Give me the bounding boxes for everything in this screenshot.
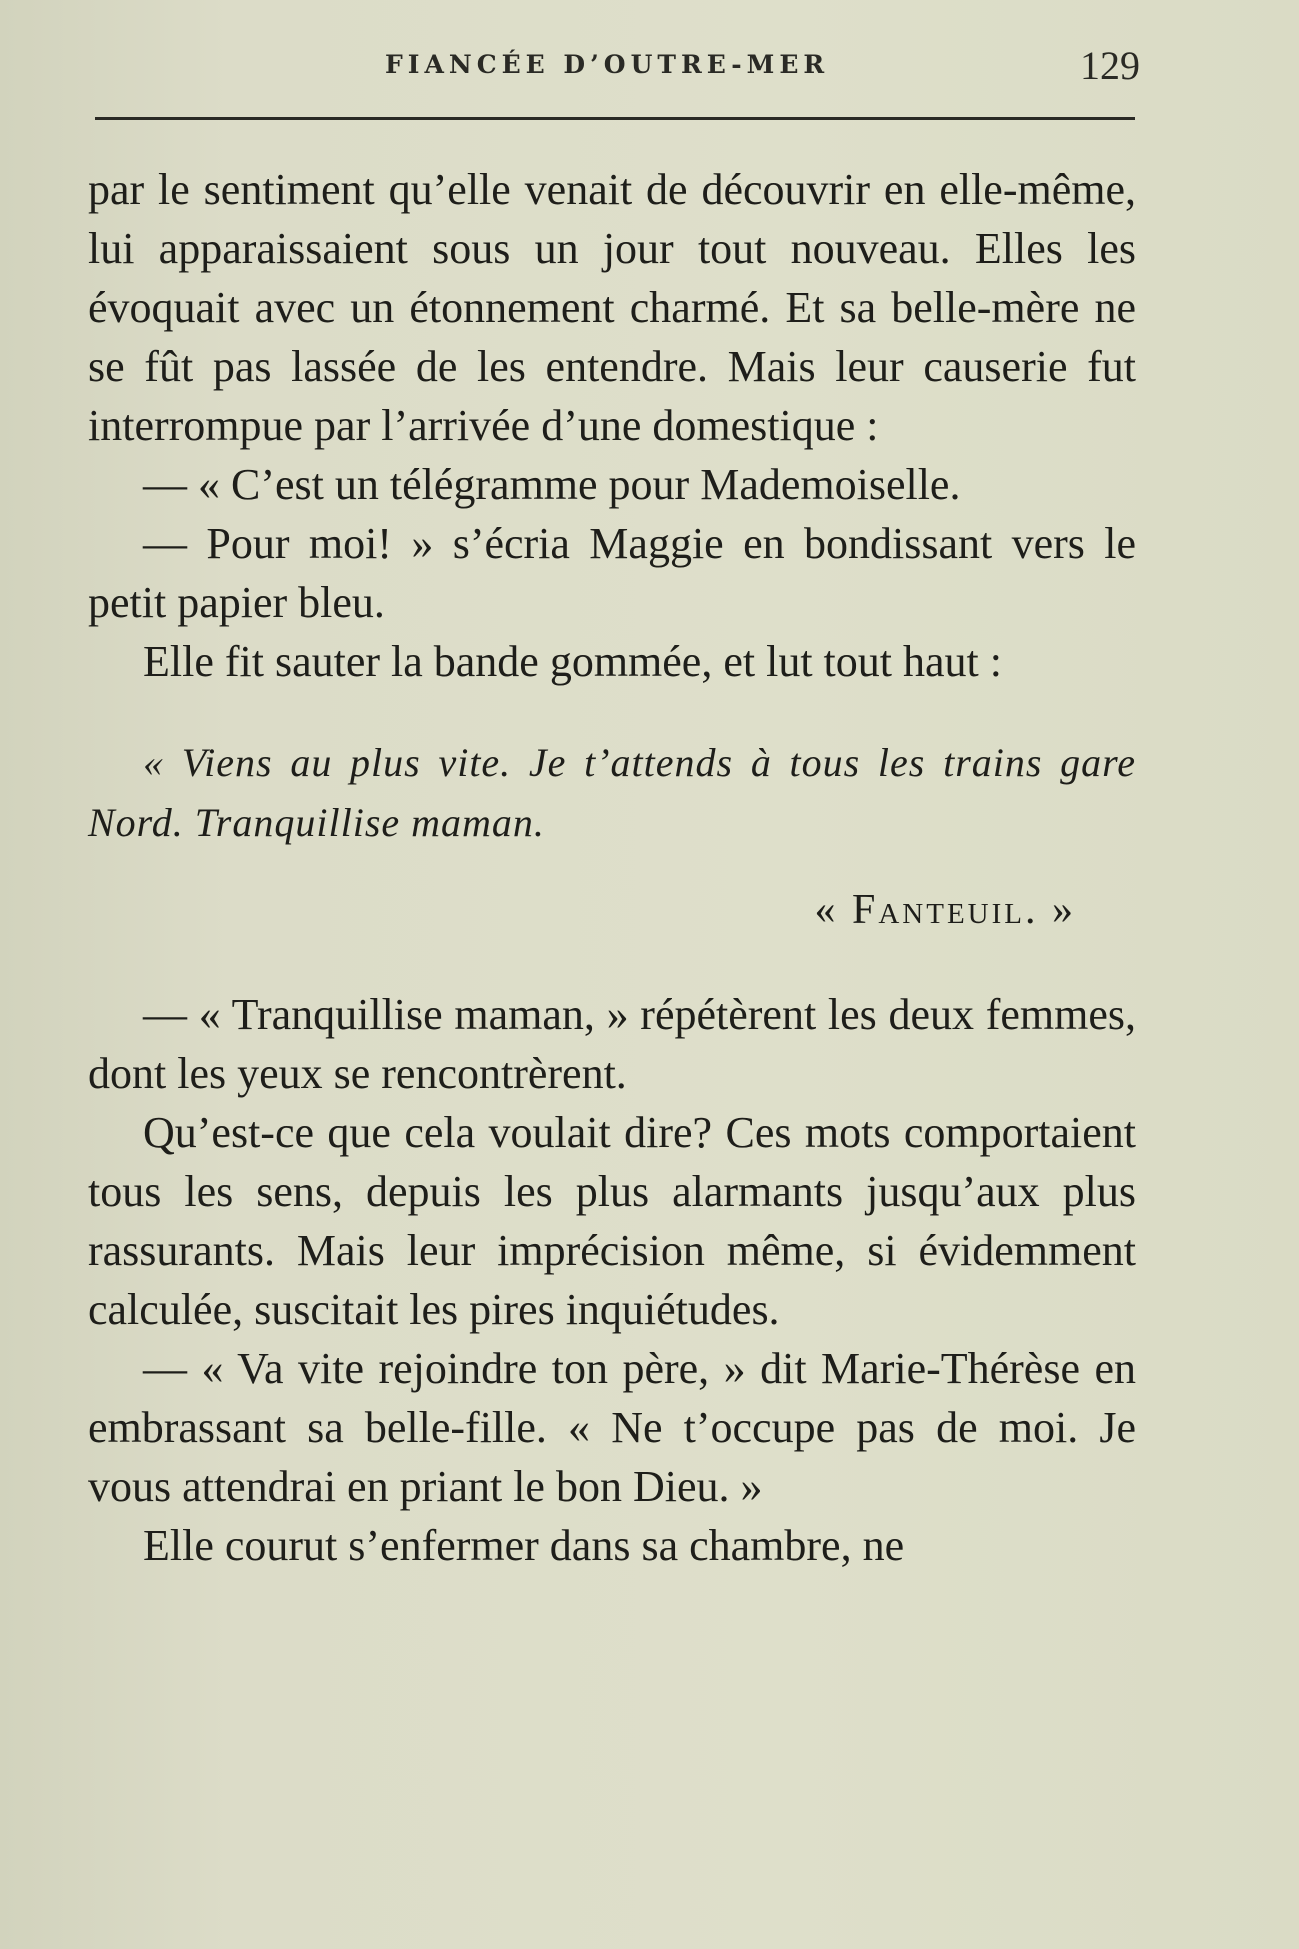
telegram-signature: « Fanteuil. » xyxy=(814,887,1076,933)
header-rule xyxy=(95,117,1135,120)
paragraph: Qu’est-ce que cela voulait dire? Ces mots comportaient tous les sens, depuis les plus alarmants jusqu’aux plus rassurants. Mais leur imprécision même, si évidemment calculée, suscitait les pires inquiétudes. xyxy=(88,1108,1136,1334)
body-text xyxy=(88,160,1136,1575)
page-header xyxy=(95,36,1140,96)
telegram-text: « Viens au plus vite. Je t’attends à tous les trains gare Nord. Tranquillise maman. xyxy=(88,740,1136,845)
paragraph: Elle courut s’enfermer dans sa chambre, ne xyxy=(143,1521,905,1570)
page-number: 129 xyxy=(1080,43,1140,88)
paragraph: — « Va vite rejoindre ton père, » dit Marie-Thérèse en embrassant sa belle-fille. « Ne t’occupe pas de moi. Je vous attendrai en priant le bon Dieu. » xyxy=(88,1344,1136,1511)
paragraph: Elle fit sauter la bande gommée, et lut tout haut : xyxy=(143,637,1002,686)
running-title: FIANCÉE D’OUTRE-MER xyxy=(385,50,830,79)
paragraph: par le sentiment qu’elle venait de découvrir en elle-même, lui apparaissaient sous un jour tout nouveau. Elles les évoquait avec un étonnement charmé. Et sa belle-mère ne se fût pas lassée de les entendre. Mais leur causerie fut interrompue par l’arrivée d’une domestique : xyxy=(88,165,1136,450)
paragraph: — « C’est un télégramme pour Mademoiselle. xyxy=(143,460,961,509)
paragraph: — « Tranquillise maman, » répétèrent les deux femmes, dont les yeux se rencontrèrent. xyxy=(88,990,1136,1098)
paragraph: — Pour moi! » s’écria Maggie en bondissant vers le petit papier bleu. xyxy=(88,519,1136,627)
